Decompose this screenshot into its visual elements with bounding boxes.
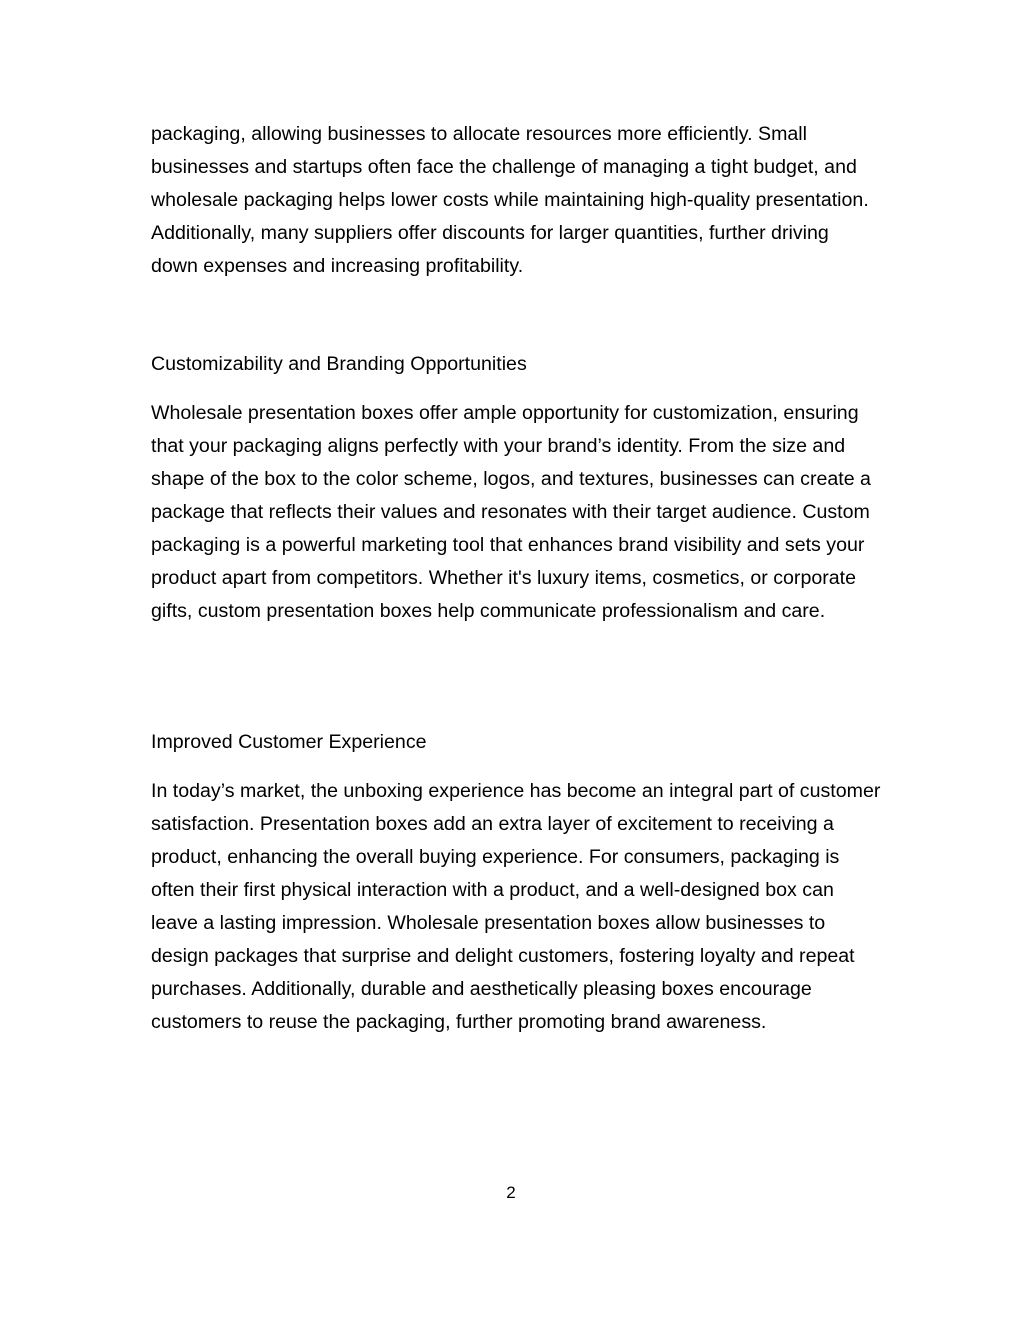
section-heading: Improved Customer Experience (151, 731, 427, 753)
body-paragraph: Wholesale presentation boxes offer ample opportunity for customization, ensuring that your packaging aligns perfectly with your brand’s identity. From the size and shape of the box to the color scheme, logos, and textures, businesses can create a package that reflects their values and resonates with their target audience. Custom packaging is a powerful marketing tool that enhances brand visibility and sets your product apart from competitors. Whether it's luxury items, cosmetics, or corporate gifts, custom presentation boxes help communicate professionalism and care. (151, 402, 871, 622)
body-paragraph: packaging, allowing businesses to allocate resources more efficiently. Small businesses and startups often face the challenge of managing a tight budget, and wholesale packaging helps lower costs while maintaining high-quality presentation. Additionally, many suppliers offer discounts for larger quantities, further driving down expenses and increasing profitability. (151, 123, 869, 277)
section-heading: Customizability and Branding Opportunities (151, 353, 527, 375)
page-number: 2 (506, 1183, 516, 1202)
body-paragraph: In today’s market, the unboxing experience has become an integral part of customer satisfaction. Presentation boxes add an extra layer of excitement to receiving a product, enhancing the overall buying experience. For consumers, packaging is often their first physical interaction with a product, and a well-designed box can leave a lasting impression. Wholesale presentation boxes allow businesses to design packages that surprise and delight customers, fostering loyalty and repeat purchases. Additionally, durable and aesthetically pleasing boxes encourage customers to reuse the packaging, further promoting brand awareness. (151, 780, 881, 1033)
